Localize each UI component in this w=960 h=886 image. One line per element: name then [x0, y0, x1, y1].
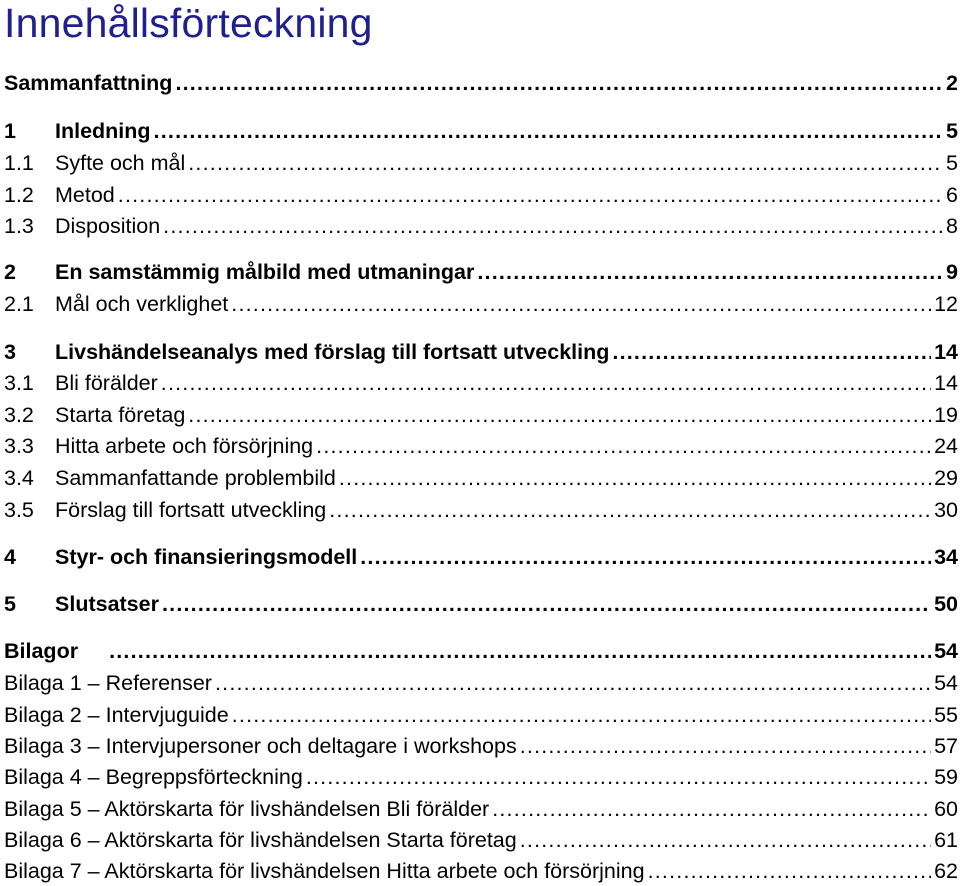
dot-leader	[154, 116, 943, 146]
toc-entry-page: 55	[934, 703, 958, 727]
toc-entry-number: 3.3	[4, 434, 34, 458]
dot-leader	[161, 368, 931, 398]
dot-leader	[162, 589, 931, 619]
toc-entry-number: 5	[4, 592, 16, 616]
toc-entry-label: Bilaga 2 – Intervjuguide	[4, 703, 229, 727]
toc-entry-number: 3.5	[4, 498, 34, 522]
dot-leader	[175, 68, 943, 98]
toc-entry-number: 3	[4, 340, 16, 364]
toc-entry-label: Styr- och finansieringsmodell	[55, 545, 358, 569]
toc-entry-page: 6	[946, 183, 958, 207]
dot-leader	[339, 463, 931, 493]
toc-entry-3-3[interactable]	[4, 431, 958, 461]
dot-leader	[329, 495, 931, 525]
page-title: Innehållsförteckning	[4, 0, 373, 46]
toc-entry-number: 1.1	[4, 151, 34, 175]
toc-entry-label: Metod	[55, 183, 115, 207]
toc-entry-bilaga-1[interactable]	[4, 668, 958, 698]
toc-entry-bilaga-2[interactable]	[4, 700, 958, 730]
toc-entry-page: 54	[934, 639, 958, 663]
dot-leader	[648, 856, 932, 886]
toc-entry-page: 5	[946, 119, 958, 143]
toc-entry-page: 60	[934, 797, 958, 821]
toc-entry-number: 3.4	[4, 466, 34, 490]
toc-entry-page: 12	[934, 292, 958, 316]
toc-entry-bilagor[interactable]	[4, 636, 958, 666]
toc-entry-page: 59	[934, 765, 958, 789]
toc-entry-label: Sammanfattning	[4, 71, 173, 95]
toc-entry-page: 57	[934, 734, 958, 758]
toc-entry-page: 8	[946, 214, 958, 238]
dot-leader	[232, 700, 931, 730]
toc-entry-bilaga-5[interactable]	[4, 794, 958, 824]
toc-entry-label: Förslag till fortsatt utveckling	[55, 498, 327, 522]
dot-leader	[118, 180, 943, 210]
toc-entry-bilaga-6[interactable]	[4, 825, 958, 855]
toc-entry-page: 29	[934, 466, 958, 490]
toc-entry-page: 9	[946, 260, 958, 284]
toc-entry-page: 5	[946, 151, 958, 175]
toc-entry-label: Starta företag	[55, 403, 186, 427]
toc-entry-label: Bilaga 5 – Aktörskarta för livshändelsen Bli förälder	[4, 797, 490, 821]
toc-entry-page: 19	[934, 403, 958, 427]
toc-entry-5[interactable]	[4, 589, 958, 619]
toc-entry-page: 50	[934, 592, 958, 616]
toc-entry-bilaga-3[interactable]	[4, 731, 958, 761]
toc-entry-page: 61	[934, 828, 958, 852]
toc-entry-sammanfattning[interactable]	[4, 68, 958, 98]
toc-entry-label: Bilaga 1 – Referenser	[4, 671, 212, 695]
toc-entry-label: En samstämmig målbild med utmaningar	[55, 260, 475, 284]
dot-leader	[109, 636, 931, 666]
toc-entry-page: 2	[946, 71, 958, 95]
dot-leader	[492, 794, 931, 824]
dot-leader	[188, 400, 931, 430]
toc-entry-label: Hitta arbete och försörjning	[55, 434, 314, 458]
toc-entry-2[interactable]	[4, 257, 958, 287]
toc-entry-3-2[interactable]	[4, 400, 958, 430]
dot-leader	[520, 731, 931, 761]
toc-entry-3-5[interactable]	[4, 495, 958, 525]
toc-entry-page: 14	[934, 340, 958, 364]
toc-entry-number: 3.1	[4, 371, 34, 395]
toc-entry-number: 2.1	[4, 292, 34, 316]
toc-entry-1-2[interactable]	[4, 180, 958, 210]
toc-entry-label: Bilagor	[4, 639, 79, 663]
dot-leader	[360, 542, 931, 572]
toc-entry-label: Slutsatser	[55, 592, 159, 616]
toc-entry-1-3[interactable]	[4, 211, 958, 241]
toc-entry-3[interactable]	[4, 337, 958, 367]
toc-entry-page: 24	[934, 434, 958, 458]
dot-leader	[215, 668, 931, 698]
toc-entry-label: Syfte och mål	[55, 151, 186, 175]
toc-entry-number: 2	[4, 260, 16, 284]
toc-entry-page: 34	[934, 545, 958, 569]
dot-leader	[477, 257, 943, 287]
toc-entry-page: 62	[934, 859, 958, 883]
toc-entry-3-1[interactable]	[4, 368, 958, 398]
toc-entry-label: Bli förälder	[55, 371, 158, 395]
toc-entry-label: Bilaga 6 – Aktörskarta för livshändelsen Starta företag	[4, 828, 517, 852]
toc-entry-bilaga-4[interactable]	[4, 762, 958, 792]
dot-leader	[306, 762, 931, 792]
dot-leader	[231, 289, 931, 319]
toc-entry-label: Disposition	[55, 214, 161, 238]
toc-entry-label: Bilaga 3 – Intervjupersoner och deltagare i workshops	[4, 734, 517, 758]
toc-entry-label: Bilaga 4 – Begreppsförteckning	[4, 765, 303, 789]
toc-entry-page: 54	[934, 671, 958, 695]
toc-entry-number: 1	[4, 119, 16, 143]
dot-leader	[612, 337, 931, 367]
dot-leader	[316, 431, 931, 461]
toc-entry-label: Bilaga 7 – Aktörskarta för livshändelsen Hitta arbete och försörjning	[4, 859, 645, 883]
toc-entry-number: 4	[4, 545, 16, 569]
toc-entry-label: Mål och verklighet	[55, 292, 229, 316]
toc-entry-number: 1.2	[4, 183, 34, 207]
toc-entry-1[interactable]	[4, 116, 958, 146]
toc-entry-label: Sammanfattande problembild	[55, 466, 336, 490]
toc-entry-number: 1.3	[4, 214, 34, 238]
toc-entry-label: Livshändelseanalys med förslag till fortsatt utveckling	[55, 340, 610, 364]
toc-entry-label: Inledning	[55, 119, 151, 143]
toc-entry-bilaga-7[interactable]	[4, 856, 958, 886]
toc-entry-2-1[interactable]	[4, 289, 958, 319]
toc-entry-4[interactable]	[4, 542, 958, 572]
dot-leader	[163, 211, 943, 241]
dot-leader	[520, 825, 931, 855]
toc-entry-number: 3.2	[4, 403, 34, 427]
toc-entry-3-4[interactable]	[4, 463, 958, 493]
toc-entry-1-1[interactable]	[4, 148, 958, 178]
dot-leader	[188, 148, 943, 178]
toc-entry-page: 30	[934, 498, 958, 522]
toc-entry-page: 14	[934, 371, 958, 395]
